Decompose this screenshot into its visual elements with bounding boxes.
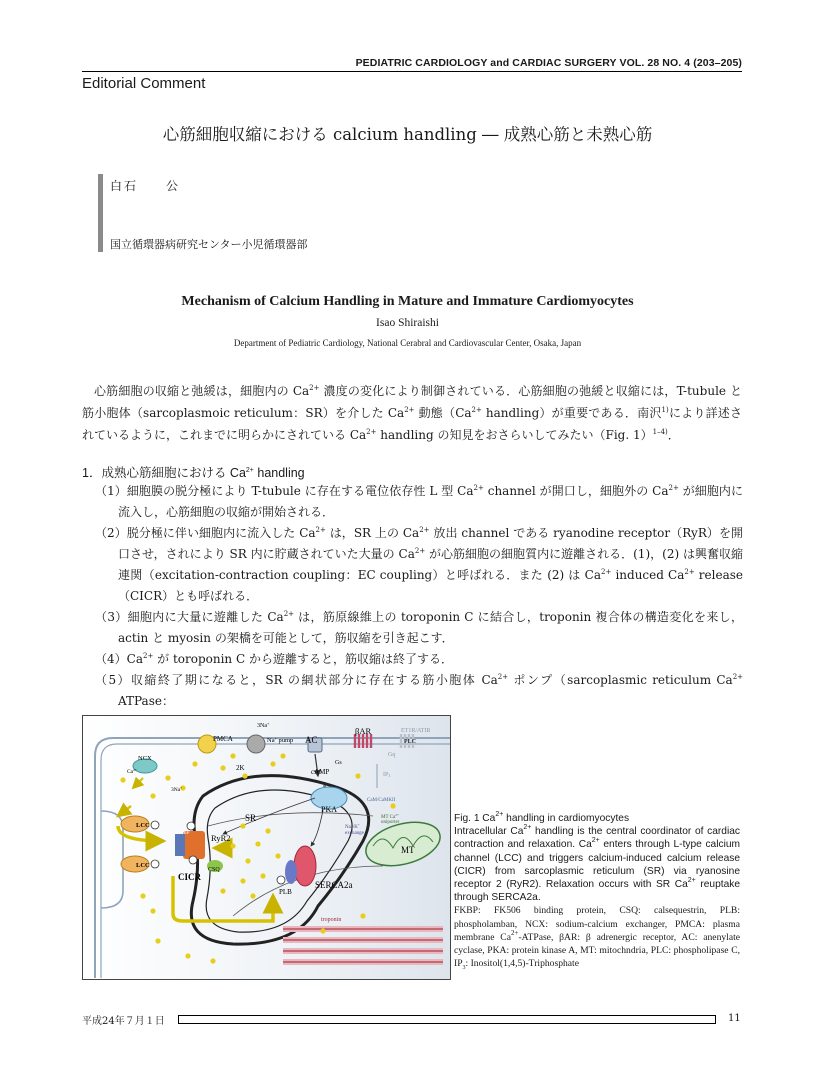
label-gs: Gs <box>335 760 342 766</box>
header-rule <box>82 71 742 72</box>
label-et1r: ET1R/ATIR <box>401 728 431 734</box>
label-ncx: NCX <box>138 755 152 762</box>
affiliation-japanese: 国立循環器病研究センター小児循環器部 <box>110 238 308 251</box>
list-item-1: （1）細胞膜の脱分極により T-tubule に存在する電位依存性 L 型 $Ca^{2+}$ channel が開口し，細胞外の $Ca^{2+}$ が細胞内に流入し，心筋細胞の収縮が開始される． <box>95 484 743 519</box>
label-serca2a: SERCA2a <box>315 880 353 890</box>
intro-paragraph: 心筋細胞の収縮と弛緩は，細胞内の $Ca^{2+}$ 濃度の変化により制御されている．心筋細胞の弛緩と収縮には，T-tubule と筋小胞体（sarcoplasmoic reticulum：SR）を介した $Ca^{2+}$ 動態（$Ca^{2+}$ handling）が重要である．南沢$^{1)}$により詳述されているように，これまでに明らかにされている $Ca^{2+}$ handling の知見をおさらいしてみたい（Fig. 1）$^{1-4)}$． <box>82 384 742 442</box>
label-csq: CSQ <box>208 867 220 873</box>
author-english: Isao Shiraishi <box>376 317 439 329</box>
author-family-name: 白石 <box>110 179 139 193</box>
label-troponin: troponin <box>321 917 342 923</box>
label-mt: MT <box>401 845 415 855</box>
na-pump <box>247 735 265 753</box>
serca2a-pump <box>294 846 316 886</box>
label-mt-ca-uniporter: MT $Ca^{2+}$ uniporter <box>381 813 400 825</box>
calcium-handling-illustration <box>83 716 450 979</box>
reference-1-4: 1–4) <box>652 428 668 436</box>
label-sr: SR <box>245 813 257 823</box>
label-camkii: CaM/CaMKII <box>367 798 396 803</box>
label-gq: Gq <box>388 752 396 758</box>
label-cicr: CICR <box>178 872 202 882</box>
label-camp: cAMP <box>311 768 330 776</box>
author-given-name: 公 <box>166 179 181 193</box>
page-number: 11 <box>728 1013 741 1024</box>
section-label: Editorial Comment <box>82 75 206 92</box>
label-ryr2: RyR2 <box>211 833 231 843</box>
label-ip3: IP3 <box>383 772 391 778</box>
label-3na-ncx: 3Na+ <box>171 786 183 793</box>
reference-1: 1) <box>661 406 669 414</box>
label-lcc-2: LCC <box>136 862 150 869</box>
label-2k: 2K <box>236 764 245 772</box>
caption-abbreviations: FKBP: FK506 binding protein, CSQ: calsequestrin, PLB: phospholamban, NCX: sodium-calcium exchanger, PMCA: plasma membrane $Ca^{2+}$-ATPase, βAR: β adrenergic receptor, AC: anenylate cyclase, PKA: protein kinase A, MT: mitochndria, PLC: phospholipase C, $IP_3$: Inositol(1,4,5)-Triphosphate <box>454 905 741 972</box>
section-heading-1: 1．成熟心筋細胞における $Ca^{2+}$ handling <box>82 466 305 480</box>
label-pka: PKA <box>321 805 338 814</box>
title-japanese: 心筋細胞収縮における calcium handling ― 成熟心筋と未熟心筋 <box>162 125 653 144</box>
label-lcc-1: LCC <box>136 822 150 829</box>
footer-bar <box>178 1015 716 1024</box>
title-english: Mechanism of Calcium Handling in Mature and Immature Cardiomyocytes <box>181 294 634 309</box>
label-na-k-exchange: Na+/K+ exchange <box>345 823 364 836</box>
caption-title: Fig. 1 $Ca^{2+}$ handling in cardiomyocytes <box>454 811 630 824</box>
figure-caption <box>454 812 740 975</box>
author-bar <box>98 174 103 252</box>
label-plb: PLB <box>279 888 292 896</box>
list-item-3: （3）細胞内に大量に遊離した $Ca^{2+}$ は，筋原線維上の toroponin C に結合し，troponin 複合体の構造変化を来し，actin と myosin の架橋を可能として，筋収縮を引き起こす． <box>95 610 743 645</box>
list-item-5: （5）収縮終了期になると，SR の網状部分に存在する筋小胞体 $Ca^{2+}$ ポンプ（sarcoplasmic reticulum $Ca^{2+}$ ATPase： <box>95 673 744 708</box>
label-na-pump: Na+ pump <box>267 736 294 744</box>
caption-body: Intracellular $Ca^{2+}$ handling is the central coordinator of cardiac contraction and relaxation. $Ca^{2+}$ enters through L-type calcium channel (LCC) and triggers calcium-induced calcium release (CICR) from sarcoplasmic reticulum (SR) via ryanosine receptor 2 (RyR2). Relaxation occurs with SR $Ca^{2+}$ reuptake through SERCA2a. <box>454 824 740 904</box>
list-item-2: （2）脱分極に伴い細胞内に流入した $Ca^{2+}$ は，SR 上の $Ca^{2+}$ 放出 channel である ryanodine receptor（RyR）を開口させ，されにより SR 内に貯蔵されていた大量の $Ca^{2+}$ が心筋細胞の細胞質内に遊離される．(1)，(2) は興奮収縮連関（excitation-contraction coupling：EC coupling）と呼ばれる．また (2) は $Ca^{2+}$ induced $Ca^{2+}$ release（CICR）とも呼ばれる． <box>95 526 743 603</box>
fkbp-protein <box>175 834 185 856</box>
figure-1-diagram <box>82 715 451 980</box>
label-fkbp: FKBP <box>177 831 190 836</box>
label-beta-ar: βAR <box>355 726 372 736</box>
label-3na: 3Na+ <box>257 721 270 729</box>
label-pmca: PMCA <box>213 735 233 743</box>
plb-protein <box>285 860 297 884</box>
label-plc: PLC <box>404 738 416 745</box>
label-ca-in: $Ca^{2+}$ <box>127 768 137 775</box>
label-ac: AC <box>305 735 318 745</box>
journal-header: PEDIATRIC CARDIOLOGY and CARDIAC SURGERY VOL. 28 NO. 4 (203–205) <box>355 57 742 69</box>
footer-date: 平成24年７月１日 <box>82 1016 165 1027</box>
department-english: Department of Pediatric Cardiology, National Cerabral and Cardiovascular Center, Osaka, Japan <box>233 338 582 348</box>
author-japanese <box>110 177 180 194</box>
list-item-4: $(4)Ca^{2+}$ が toroponin C から遊離すると，筋収縮は終了する． <box>95 652 453 666</box>
numbered-list <box>95 481 743 712</box>
